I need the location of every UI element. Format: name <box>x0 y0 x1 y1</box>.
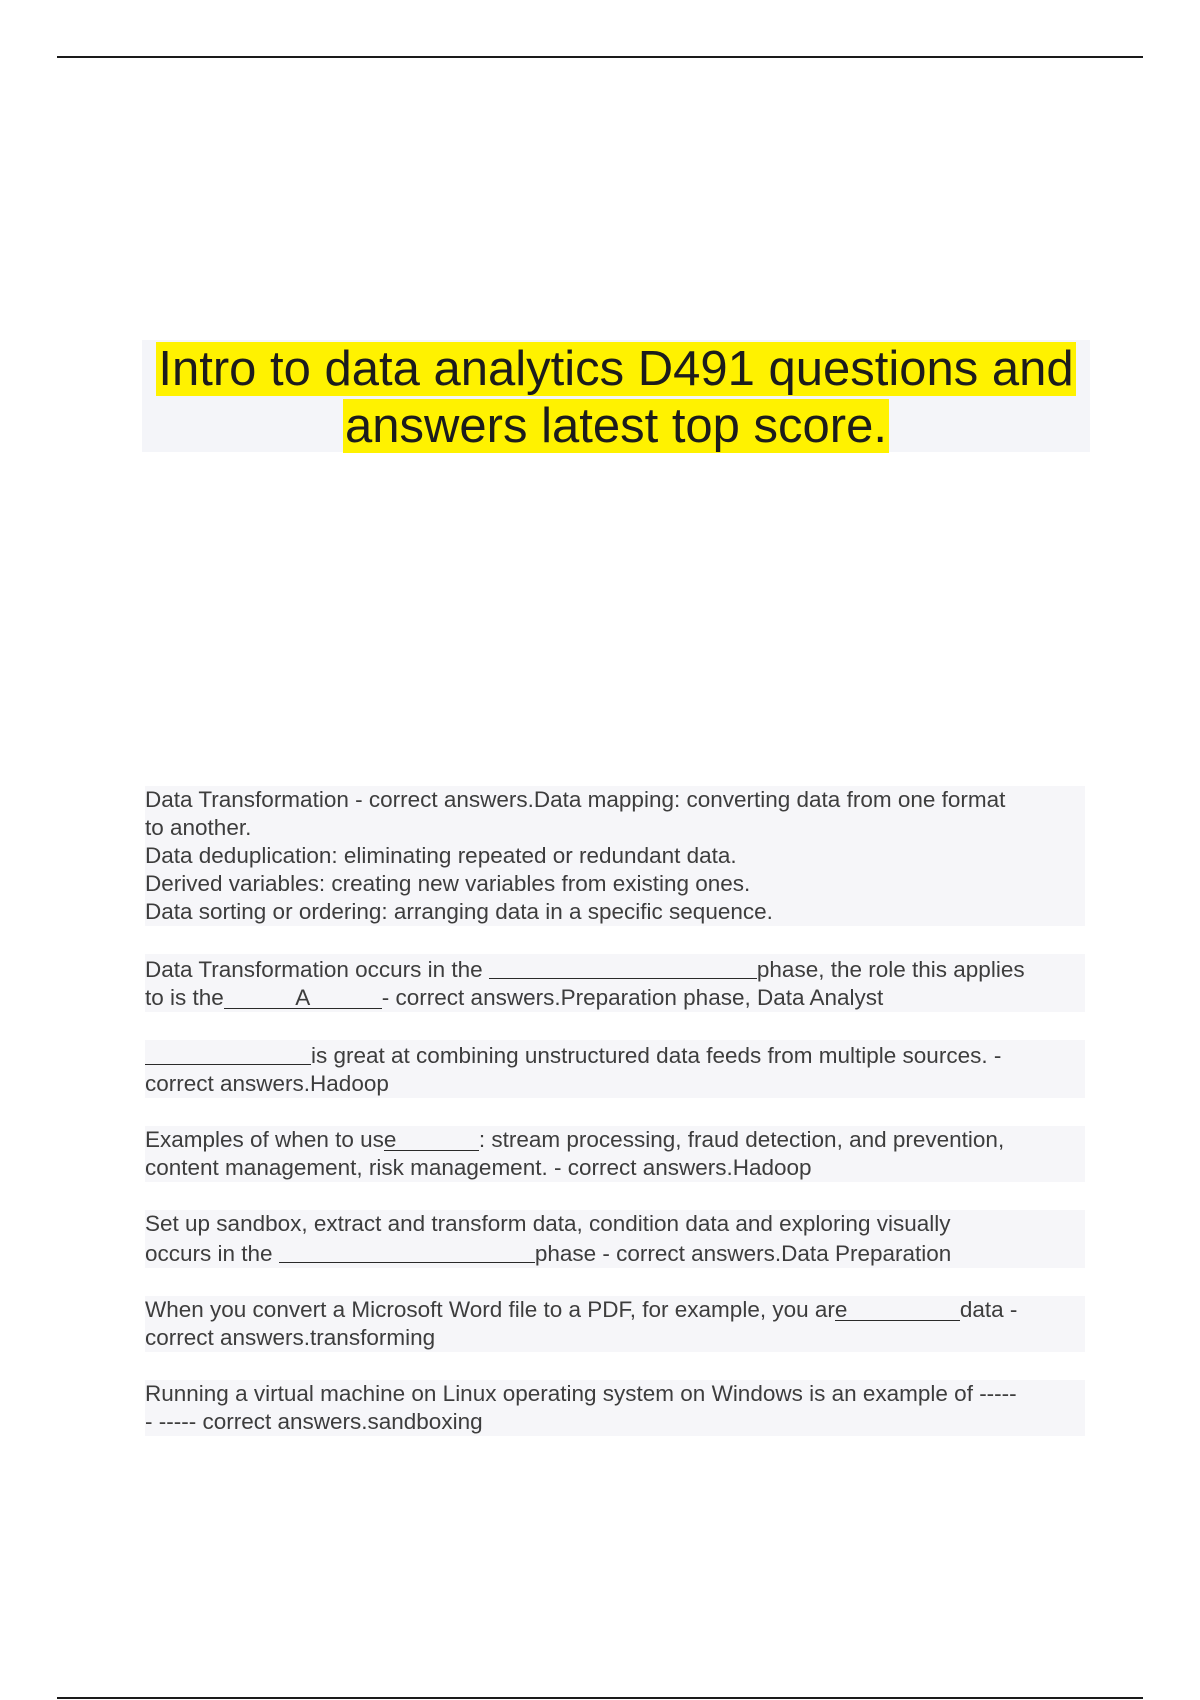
answer-blank <box>489 956 757 979</box>
answer-blank <box>279 1240 535 1263</box>
text-line: Data deduplication: eliminating repeated or redundant data. <box>145 843 737 868</box>
text-segment: phase - correct answers.Data Preparation <box>534 1241 952 1266</box>
text-segment: : stream processing, fraud detection, and prevention, <box>478 1127 1005 1152</box>
question-item-2 <box>145 954 1085 1012</box>
text-line: - ----- correct answers.sandboxing <box>145 1409 483 1434</box>
document-title <box>142 340 1090 452</box>
blank-fill-text: e <box>383 1127 397 1152</box>
text-line: Derived variables: creating new variables from existing ones. <box>145 871 751 896</box>
text-line: Running a virtual machine on Linux operating system on Windows is an example of ----- <box>145 1381 1017 1406</box>
question-item-4 <box>145 1126 1085 1182</box>
blank-fill-text: A <box>295 985 311 1010</box>
answer-blank <box>835 1298 960 1321</box>
question-item-1 <box>145 786 1085 926</box>
text-line: Set up sandbox, extract and transform data, condition data and exploring visually <box>145 1211 951 1236</box>
text-segment: When you convert a Microsoft Word file to a PDF, for example, you ar <box>145 1297 835 1322</box>
text-segment: phase, the role this applies <box>756 957 1025 982</box>
text-segment: data - <box>959 1297 1018 1322</box>
text-segment: Examples of when to us <box>145 1127 384 1152</box>
question-item-7 <box>145 1380 1085 1436</box>
question-item-6 <box>145 1296 1085 1352</box>
title-line-2: answers latest top score. <box>345 399 887 453</box>
text-line: correct answers.transforming <box>145 1325 436 1350</box>
text-segment: to is the <box>145 985 224 1010</box>
bottom-rule <box>57 1697 1143 1699</box>
text-segment: occurs in the <box>145 1241 279 1266</box>
text-line: to another. <box>145 815 252 840</box>
answer-blank <box>384 1128 479 1151</box>
text-segment: Data Transformation occurs in the <box>145 957 489 982</box>
answer-blank <box>224 986 382 1009</box>
answer-blank <box>145 1042 311 1065</box>
text-segment: - correct answers.Preparation phase, Data Analyst <box>381 985 884 1010</box>
text-line: Data Transformation - correct answers.Data mapping: converting data from one format <box>145 787 1006 812</box>
text-line: Data sorting or ordering: arranging data in a specific sequence. <box>145 899 773 924</box>
text-line: correct answers.Hadoop <box>145 1071 389 1096</box>
text-segment: is great at combining unstructured data feeds from multiple sources. - <box>311 1043 1002 1068</box>
title-line-1: Intro to data analytics D491 questions and <box>158 342 1074 396</box>
top-rule <box>57 56 1143 58</box>
text-line: content management, risk management. - correct answers.Hadoop <box>145 1155 812 1180</box>
question-list <box>145 786 1085 1464</box>
question-item-3 <box>145 1040 1085 1098</box>
question-item-5 <box>145 1210 1085 1268</box>
blank-fill-text: e <box>834 1297 848 1322</box>
